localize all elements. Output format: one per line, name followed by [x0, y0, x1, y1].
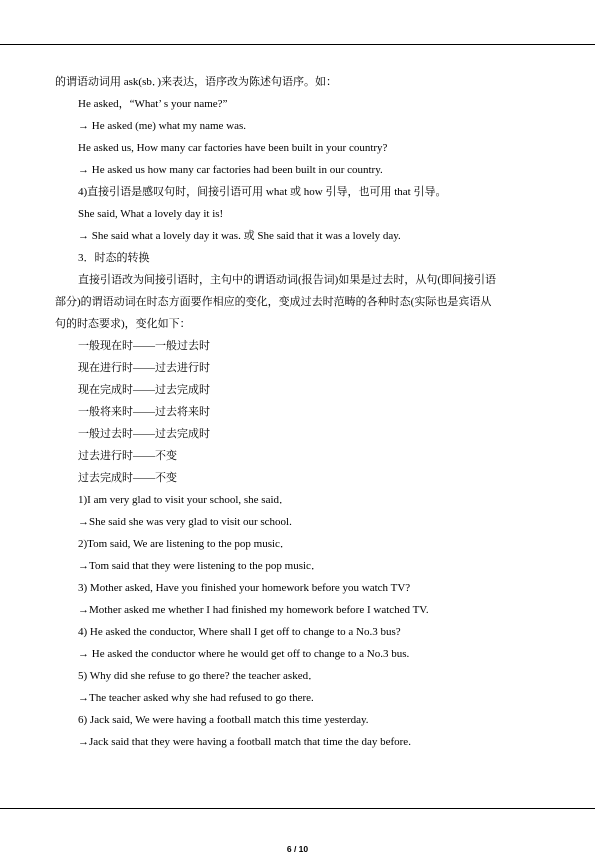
page-number: 6 / 10 — [286, 844, 309, 854]
example-line: 2)Tom said, 󠀠We are listening to the pop music．󠀠 — [78, 538, 291, 550]
text-line: 直接引语改为间接引语时，主句中的谓语动词(报告词)如果是过去时，从句(即间接引语 — [78, 274, 496, 286]
text-line: → He asked us how many car factories had been built in our country. — [78, 164, 383, 176]
tense-rule: 现在进行时——过去进行时 — [78, 362, 210, 374]
section-heading: 3．时态的转换 — [78, 252, 150, 264]
text-line: → He asked (me) what my name was. — [78, 120, 247, 132]
text-line: → She said what a lovely day it was. 或 She said that it was a lovely day. — [78, 230, 401, 242]
example-line: 5) 󠀠Why did she refuse to go there? 󠀠the teacher asked． — [78, 670, 320, 682]
text-line: 4)直接引语是感叹句时，间接引语可用 what 或 how 引导，也可用 that 引导。 — [78, 186, 447, 198]
tense-rule: 现在完成时——过去完成时 — [78, 384, 210, 396]
example-line: 3) Mother asked, 󠀠Have you finished your homework before you watch TV?󠀠 — [78, 582, 411, 594]
example-line: 4) He asked the conductor, 󠀠Where shall I get off to change to a No.3 bus?󠀠 — [78, 626, 401, 638]
header-rule — [0, 44, 595, 45]
example-line: →Tom said that they were listening to the pop music． — [78, 560, 322, 572]
text-line: 部分)的谓语动词在时态方面要作相应的变化，变成过去时范畴的各种时态(实际也是宾语从 — [55, 296, 492, 308]
text-line: 句的时态要求)，变化如下： — [55, 318, 191, 330]
footer-rule — [0, 808, 595, 809]
example-line: →Mother asked me whether I had finished my homework before I watched TV. — [78, 604, 429, 616]
example-line: →Jack said that they were having a football match that time the day before. — [78, 736, 411, 748]
tense-rule: 一般将来时——过去将来时 — [78, 406, 210, 418]
example-line: → He asked the conductor where he would get off to change to a No.3 bus. — [78, 648, 410, 660]
text-line: He asked us, 󠀠How many car factories have been built in your country?󠀠 — [78, 142, 388, 154]
tense-rule: 一般过去时——过去完成时 — [78, 428, 210, 440]
text-line: She said, 󠀠What a lovely day it is!󠀠 — [78, 208, 224, 220]
example-line: →She said she was very glad to visit our school. — [78, 516, 292, 528]
text-line: 的谓语动词用 ask(sb．)来表达，语序改为陈述句语序。如： — [55, 76, 338, 88]
example-line: 6) Jack said, 󠀠We were having a football match this time yesterday.󠀠 — [78, 714, 369, 726]
tense-rule: 一般现在时——一般过去时 — [78, 340, 210, 352]
tense-rule: 过去完成时——不变 — [78, 472, 177, 484]
example-line: 1)󠀠I am very glad to visit your school󠀠, she said． — [78, 494, 291, 506]
example-line: →The teacher asked why she had refused to go there. — [78, 692, 314, 704]
tense-rule: 过去进行时——不变 — [78, 450, 177, 462]
text-line: He asked，“What’ s your name?” — [78, 98, 228, 110]
